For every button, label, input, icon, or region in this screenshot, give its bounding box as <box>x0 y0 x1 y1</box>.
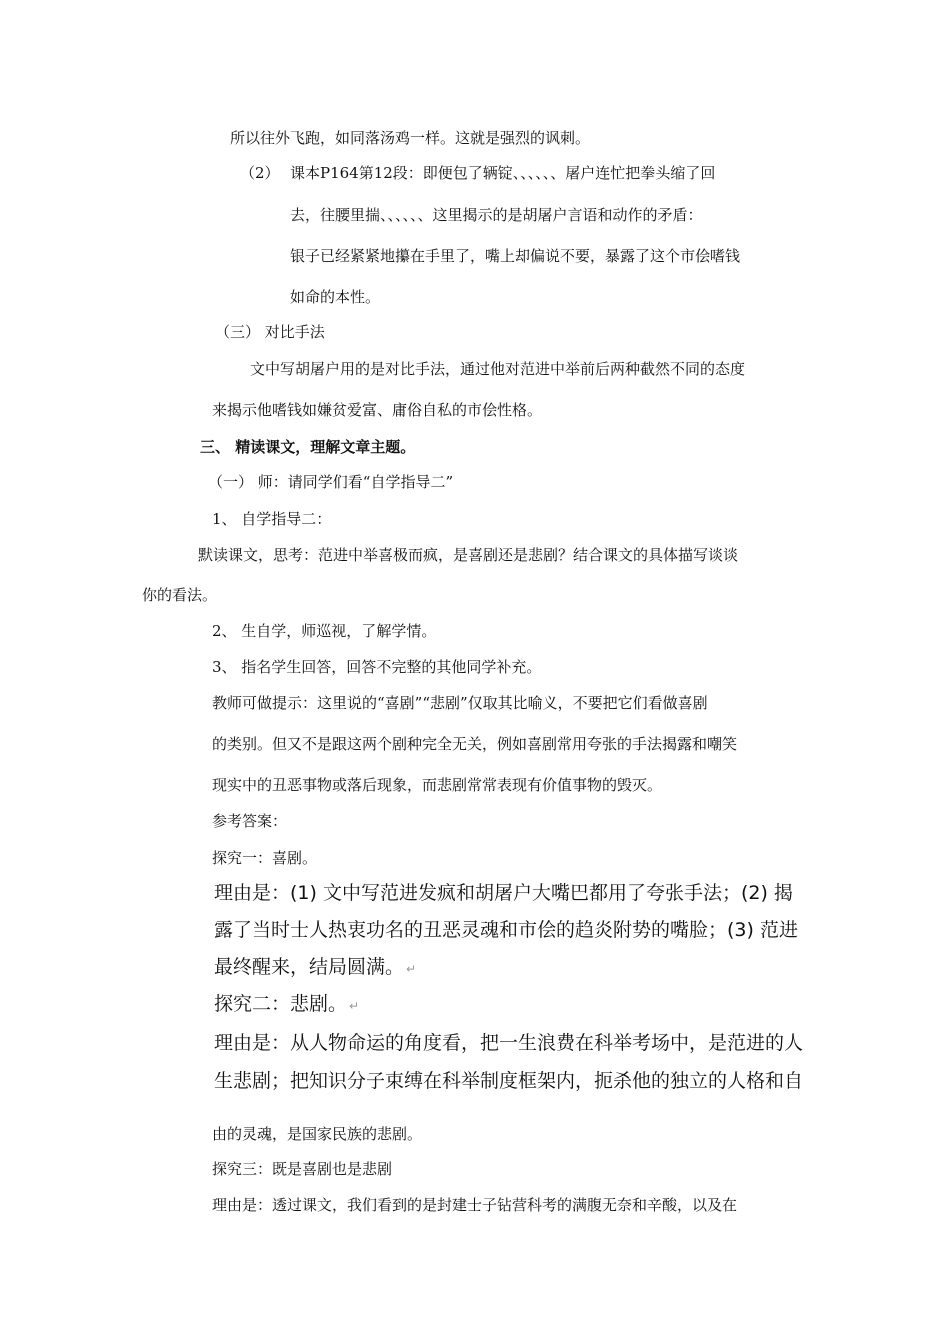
text-line: 探究一：喜剧。 <box>212 849 318 867</box>
text-line: 课本P164第12段：即便包了辆锭、、、、、、屠户连忙把拳头缩了回 <box>290 164 716 182</box>
text-line: 去，往腰里揣、、、、、、这里揭示的是胡屠户言语和动作的矛盾： <box>290 206 703 224</box>
list-item: 3、 指名学生回答，回答不完整的其他同学补充。 <box>212 658 542 676</box>
text-line: 如命的本性。 <box>290 288 381 306</box>
section-heading: 三、 精读课文，理解文章主题。 <box>200 438 416 456</box>
sub-heading: （三） 对比手法 <box>215 323 325 341</box>
list-item: 2、 生自学，师巡视，了解学情。 <box>212 622 437 640</box>
text-line: 理由是：透过课文，我们看到的是封建士子钻营科考的满腹无奈和辛酸，以及在 <box>212 1196 738 1214</box>
text-line: 来揭示他嗜钱如嫌贫爱富、庸俗自私的市侩性格。 <box>212 401 543 419</box>
text-line: 你的看法。 <box>142 586 218 604</box>
text-line: 所以往外飞跑，如同落汤鸡一样。这就是强烈的讽刺。 <box>230 129 591 147</box>
paragraph-mark-icon: ↵ <box>349 999 360 1013</box>
text-line: 银子已经紧紧地攥在手里了，嘴上却偏说不要，暴露了这个市侩嗜钱 <box>290 247 741 265</box>
text-line: 现实中的丑恶事物或落后现象，而悲剧常常表现有价值事物的毁灭。 <box>212 776 663 794</box>
list-item: 1、 自学指导二： <box>212 510 332 528</box>
text-line: 最终醒来，结局圆满。 ↵ <box>214 956 417 978</box>
text-line: 参考答案： <box>212 812 288 830</box>
text-line: 理由是：从人物命运的角度看，把一生浪费在科举考场中，是范进的人 <box>214 1032 804 1054</box>
list-number: （2） <box>240 164 280 182</box>
sub-heading: （一） 师：请同学们看“自学指导二” <box>208 473 454 491</box>
text-line: 理由是：(1) 文中写范进发疯和胡屠户大嘴巴都用了夸张手法；(2) 揭 <box>214 882 793 904</box>
text-line: 生悲剧；把知识分子束缚在科举制度框架内，扼杀他的独立的人格和自 <box>214 1070 804 1092</box>
text-line: 教师可做提示：这里说的“喜剧”“悲剧”仅取其比喻义，不要把它们看做喜剧 <box>212 694 708 712</box>
text-line: 探究三：既是喜剧也是悲剧 <box>212 1160 393 1178</box>
text-line: 露了当时士人热衷功名的丑恶灵魂和市侩的趋炎附势的嘴脸；(3) 范进 <box>214 919 798 941</box>
text-line: 由的灵魂，是国家民族的悲剧。 <box>212 1125 423 1143</box>
text-line: 默读课文，思考：范进中举喜极而疯，是喜剧还是悲剧？结合课文的具体描写谈谈 <box>198 546 739 564</box>
text-line: 探究二：悲剧。 ↵ <box>214 993 360 1015</box>
text-line: 文中写胡屠户用的是对比手法，通过他对范进中举前后两种截然不同的态度 <box>250 360 746 378</box>
text-line: 的类别。但又不是跟这两个剧种完全无关，例如喜剧常用夸张的手法揭露和嘲笑 <box>212 735 738 753</box>
paragraph-mark-icon: ↵ <box>406 962 417 976</box>
